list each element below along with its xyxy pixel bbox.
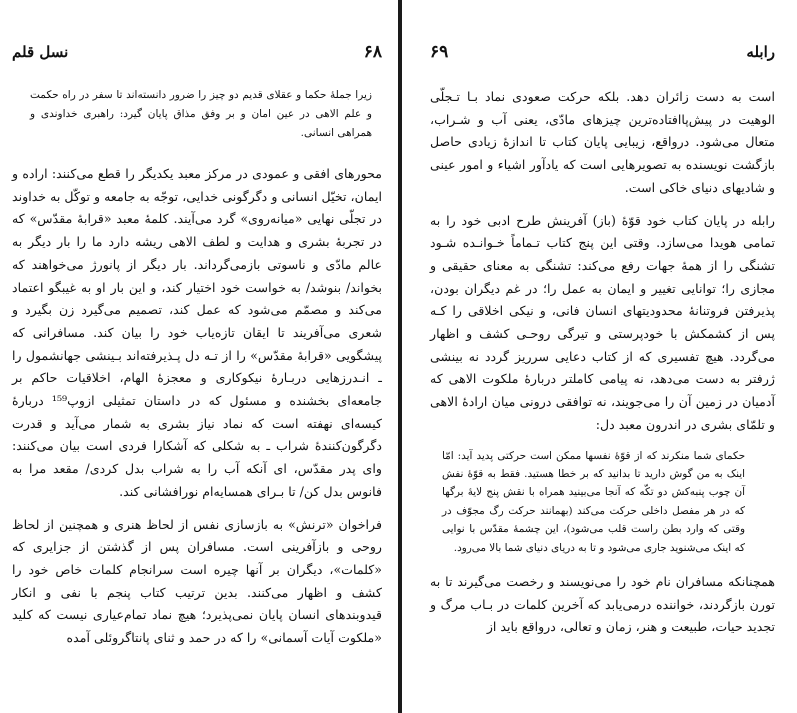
body-paragraph: فراخوان «ترنش» به بازسازی نفس از لحاظ هنری و همچنین از لحاظ روحی و بازآفرینی است. مسافران پس از گذشتن از جزایری که «کلمات»، دیگران بر آنها چیره است سرانجام کلمات خاص خود را کشف و اظهار می‌کنند. بدین ترتیب کتاب پنجم با نفی و انکار قیدوبندهای انسان پایان نمی‌پذیرد؛ هیچ نماد تمام‌عیاری نیست که کلید «ملکوت آیات آسمانی» را که در حمد و ثنای پانتاگروئلی آمده (12, 516, 382, 646)
epigraph-quote: زیرا جملهٔ حکما و عقلای قدیم دو چیز را ضرور دانسته‌اند تا سفر در راه حکمت و علم الاهی در عین امان و بر وفق مذاق پایان گیرد: راهبری خداوندی و همراهی انسانی. (30, 89, 372, 139)
left-page (0, 0, 398, 713)
left-page-header (12, 40, 382, 64)
right-page (402, 0, 797, 713)
quoted-verse: حکمای شما منکرند که از قوّهٔ نفسها ممکن است حرکتی پدید آید: امّا اینک به من گوش دارید تا بدانید که بر خطا هستید. فقط به قوّهٔ نفش آن چوب پنبه‌کش دو تکّه که آنجا می‌بینید همراه با نقش پنج لایهٔ برگها که در هر مفصل داخلی حرکت می‌کند (بهمانند حرکت رگ مجوّف در وقتی که وارد بطن راست قلب می‌شود)، این چشمهٔ مقدّس با نوایی که اینک می‌شنوید جاری می‌شود و تا به دریای دنیای شما بالا می‌رود. (442, 449, 745, 554)
body-paragraph: رابله در پایان کتاب خود قوّهٔ (باز) آفرینش طرح ادبی خود را به تمامی هویدا می‌سازد. وقتی این پنج کتاب تـماماً خـوانـده شـود تشنگی را از همهٔ جهات رفع می‌کند: تشنگی به معنای حقیقی و مجازی را؛ توانایی تغییر و ایمان به عمل را؛ در غم دیگران بودن، پذیرفتن فروتنانهٔ محدودیتهای انسان فانی، و نیکی اخلاقی را کـه پس از کشمکش با خودپرستی و تیرگی روحـی کشف و اظهار می‌گردد. هیچ تفسیری که از کتاب دعایی سرریز گردد نه بینشی ژرفتر به دست می‌دهد، نه پیامی کاملتر دربارهٔ ملکوت الاهی که آدمیان در زمین آن را می‌جویند، نه توافقی درونی میان ارادهٔ الاهی و تلمّای بشری در اندرون معبد دل: (430, 212, 775, 432)
body-paragraph: همچنانکه مسافران نام خود را می‌نویسند و رخصت می‌گیرند تا به تورن بازگردند، خواننده درمی‌یابد که آخرین کلمات در بـاب مرگ و تجدید حیات، طبیعت و هنر، زمان و تعالی، درواقع باید از (430, 573, 775, 635)
running-head: نسل قلم (12, 43, 69, 61)
body-paragraph: محورهای افقی و عمودی در مرکز معبد یکدیگر را قطع می‌کنند: اراده و ایمان، تخیّل انسانی و دگرگونی خدایی، توجّه به جامعه و توکّل به خداوند در تجلّی نهایی «میانه‌روی» گرد می‌آیند. کلمهٔ معبد «قرابهٔ مقدّس» که در تجربهٔ بشری و هدایت و لطف الاهی ریشه دارد ما را بار دیگر به عالم مادّی و ناسوتی بازمی‌گرداند. بار دیگر از پانورژ می‌خواهند که بخواند/ بنوشد/ به خواست خود اختیار کند، و این بار او به غیبگو اعتماد می‌کند و مصمّم می‌شود که عمل کند، تصمیم می‌گیرد زن بگیرد و شعری می‌آفریند تا ایقان تازه‌یاب خود را بیان کند. مسافرانی که پیشگویی «قرابهٔ مقدّس» را از تـه دل پـذیرفته‌اند بـینشی جهانشمول را ـ انـدرزهایی دربـارهٔ نیکوکاری و معجزهٔ الهام، اخلاقیات حاکم بر جامعه‌ای بخشنده و مسئول که در داستان تمثیلی ازوپ¹⁵⁹ دربارهٔ کیسه‌ای نهفته است که نماد نیاز بشری به شمار می‌آید و قدرت دگرگون‌کنندهٔ شراب ـ به شکلی که آشکارا فردی است بیان می‌کنند: وای پدر مقدّس، ای آنکه آب را به شراب بدل کردی/ مقعد مرا به فانوس بدل کن/ تا بـرای همسایه‌ام نورافشانی کند. (12, 166, 383, 499)
running-head: رابله (746, 43, 775, 61)
page-number: ۶۹ (430, 42, 449, 62)
body-paragraph: است به دست زائران دهد. بلکه حرکت صعودی نماد بـا تـجلّی الوهیت در پیش‌پاافتاده‌ترین چیزهای مادّی، یعنی آب و شـراب، متعال می‌شود. درواقع، زیبایی پایان کتاب تا اندازهٔ زیادی حاصل بازگشت نویسنده به تصویرهایی است که یادآور اشیاء و امور عینی و شادیهای دنیای خاکی است. (430, 89, 775, 195)
page-number: ۶۸ (363, 42, 382, 62)
right-page-header (430, 40, 775, 64)
